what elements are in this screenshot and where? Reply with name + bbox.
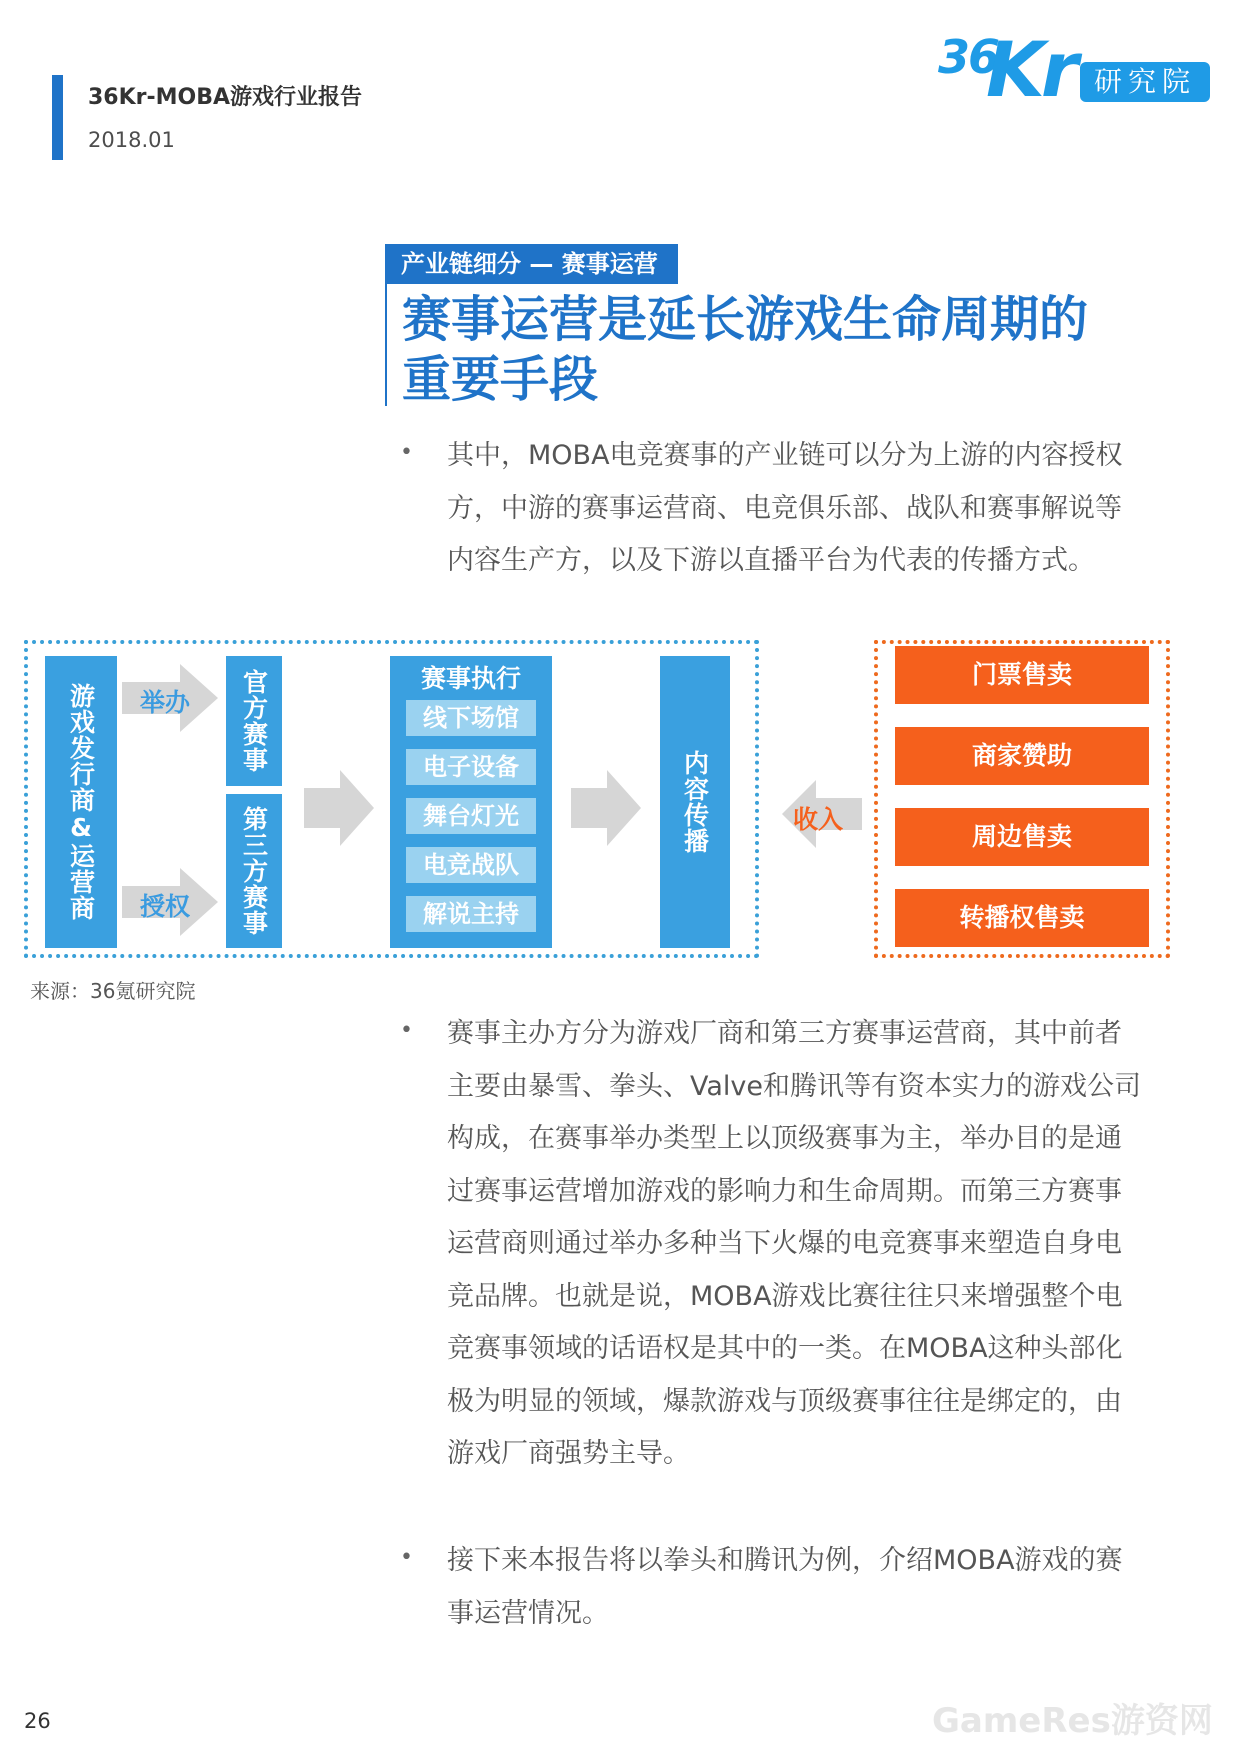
execution-item-lighting: 舞台灯光 <box>406 798 536 834</box>
execution-item-teams: 电竞战队 <box>406 847 536 883</box>
flow-arrow-icon <box>304 770 374 846</box>
paragraph-1: 其中，MOBA电竞赛事的产业链可以分为上游的内容授权方，中游的赛事运营商、电竞俱乐部、战队和赛事解说等内容生产方，以及下游以直播平台为代表的传播方式。 <box>447 440 1123 576</box>
execution-item-casters: 解说主持 <box>406 896 536 932</box>
report-date: 2018.01 <box>88 128 175 152</box>
event-execution-box <box>390 656 552 948</box>
event-execution-title: 赛事执行 <box>420 664 521 693</box>
report-title: 36Kr-MOBA游戏行业报告 <box>88 85 363 110</box>
third-party-events-label: 第三方赛事 <box>239 806 269 936</box>
execution-item-venue: 线下场馆 <box>406 700 536 736</box>
header-accent-bar <box>52 75 63 160</box>
content-distribution-box <box>660 656 730 948</box>
revenue-item-merchandise: 周边售卖 <box>895 808 1149 866</box>
bullet-2: • <box>400 1018 413 1043</box>
source-note: 来源：36氪研究院 <box>30 979 196 1003</box>
paragraph-3: 接下来本报告将以拳头和腾讯为例，介绍MOBA游戏的赛事运营情况。 <box>447 1545 1123 1629</box>
logo-label: 研究院 <box>1080 62 1210 102</box>
flow-arrow-icon-2 <box>571 770 641 846</box>
execution-item-equipment: 电子设备 <box>406 749 536 785</box>
content-distribution-label: 内容传播 <box>680 750 710 854</box>
official-events-box <box>226 656 282 786</box>
logo-mark-kr: Kr <box>986 25 1075 114</box>
section-title: 赛事运营是延长游戏生命周期的重要手段 <box>402 291 1089 408</box>
host-label: 举办 <box>140 688 191 717</box>
revenue-item-sponsorship: 商家赞助 <box>895 727 1149 785</box>
publisher-label: 游戏发行商&运营商 <box>66 683 96 921</box>
publisher-box <box>45 656 117 948</box>
third-party-events-box <box>226 794 282 948</box>
watermark: GameRes游资网 <box>932 1701 1213 1741</box>
revenue-item-tickets: 门票售卖 <box>895 646 1149 704</box>
bullet-3: • <box>400 1545 413 1570</box>
official-events-label: 官方赛事 <box>239 669 269 773</box>
page-number: 26 <box>24 1709 51 1733</box>
license-label: 授权 <box>140 892 191 921</box>
paragraph-2: 赛事主办方分为游戏厂商和第三方赛事运营商，其中前者主要由暴雪、拳头、Valve和腾讯等有资本实力的游戏公司构成，在赛事举办类型上以顶级赛事为主，举办目的是通过赛事运营增加游戏的影响力和生命周期。而第三方赛事运营商则通过举办多种当下火爆的电竞赛事来塑造自身电竞品牌。也就是说，MOBA游戏比赛往往只来增强整个电竞赛事领域的话语权是其中的一类。在MOBA这种头部化极为明显的领域，爆款游戏与顶级赛事往往是绑定的，由游戏厂商强势主导。 <box>447 1018 1142 1469</box>
revenue-item-broadcast-rights: 转播权售卖 <box>895 889 1149 947</box>
36kr-research-logo <box>938 25 1213 114</box>
bullet-1: • <box>400 440 413 465</box>
logo-mark-36: 36 <box>938 30 999 84</box>
income-label: 收入 <box>793 805 844 834</box>
section-tag: 产业链细分 — 赛事运营 <box>385 244 678 284</box>
